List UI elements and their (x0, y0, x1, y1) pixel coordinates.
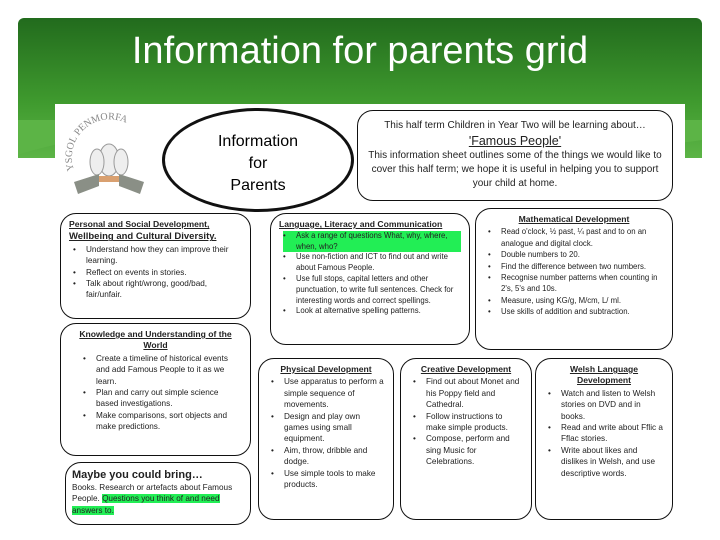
box-title: Physical Development (280, 364, 372, 374)
list-item: • Find the difference between two numbers. (488, 261, 664, 272)
topic-title: 'Famous People' (468, 134, 562, 148)
list-item: • Aim, throw, dribble and dodge. (271, 445, 385, 468)
list-item: • Design and play own games using small equipment. (271, 411, 385, 445)
mathematical-box (475, 208, 673, 350)
list-item: • Talk about right/wrong, good/bad, fair/unfair. (73, 278, 242, 301)
maybe-bring-box (65, 462, 251, 525)
language-literacy-box (270, 213, 470, 345)
list-item: • Plan and carry out simple science based investigations. (83, 387, 242, 410)
box-title: Language, Literacy and Communication (279, 219, 443, 229)
oval-line: Parents (230, 177, 286, 194)
school-logo (64, 110, 154, 195)
box-title: Mathematical Development (518, 214, 630, 224)
list-item: • Use non-fiction and ICT to find out and write about Famous People. (283, 252, 461, 274)
list-item: • Compose, perform and sing Music for Celebrations. (413, 433, 523, 467)
list-item: • Use simple tools to make products. (271, 468, 385, 491)
oval-line: for (248, 155, 268, 172)
list-item: • Recognise number patterns when counting in 2's, 5's and 10s. (488, 272, 664, 295)
list-item: • Read and write about Fflic a Fflac stories. (548, 422, 664, 445)
box-title: Personal and Social Development, (69, 219, 210, 229)
intro-text: This half term Children in Year Two will be learning about… (384, 120, 646, 131)
box-title: Welsh Language Development (569, 364, 639, 386)
list-item: • Follow instructions to make simple products. (413, 411, 523, 434)
list-item: • Look at alternative spelling patterns. (283, 306, 461, 317)
oval-line: Information (217, 133, 299, 150)
slide-title: Information for parents grid (131, 30, 589, 72)
intro-description: This information sheet outlines some of the things we would like to cover this half term; we hope it is useful in helping you to support your child at home. (368, 150, 662, 189)
list-item: • Reflect on events in stories. (73, 267, 242, 278)
list-item: • Understand how they can improve their learning. (73, 244, 242, 267)
svg-text:YSGOL PENMORFA: YSGOL PENMORFA (64, 111, 130, 173)
list-item: • Read o'clock, ½ past, ¼ past and to on an analogue and digital clock. (488, 226, 664, 249)
list-item: • Watch and listen to Welsh stories on DVD and in books. (548, 388, 664, 422)
welsh-language-box (535, 358, 673, 520)
list-item: • Find out about Monet and his Poppy field and Cathedral. (413, 376, 523, 410)
list-item: • Use full stops, capital letters and other punctuation, to write full sentences. Check for interesting words and correct spellings. (283, 274, 461, 306)
list-item: • Use skills of addition and subtraction. (488, 306, 664, 317)
personal-social-box (60, 213, 251, 319)
bring-highlight: Questions you think of and need answers to. (72, 494, 220, 515)
list-item: • Create a timeline of historical events and add Famous People to it as we learn. (83, 353, 242, 387)
list-item: • Make comparisons, sort objects and make predictions. (83, 410, 242, 433)
list-item: • Measure, using KG/g, M/cm, L/ ml. (488, 295, 664, 306)
box-title: Maybe you could bring… (72, 469, 203, 481)
list-item: • Write about likes and dislikes in Welsh, and use descriptive words. (548, 445, 664, 479)
creative-box (400, 358, 532, 520)
knowledge-world-box (60, 323, 251, 456)
intro-box (357, 110, 673, 201)
list-item: • Use apparatus to perform a simple sequence of movements. (271, 376, 385, 410)
box-title: Creative Development (420, 364, 512, 374)
box-title: Knowledge and Understanding of the World (79, 329, 232, 351)
list-item: • Ask a range of questions What, why, where, when, who? (283, 231, 461, 253)
box-title: Wellbeing and Cultural Diversity. (69, 231, 217, 243)
list-item: • Double numbers to 20. (488, 249, 664, 260)
bring-text: Books. Research or artefacts about Famous People. (72, 483, 233, 504)
physical-box (258, 358, 394, 520)
information-for-parents-oval (162, 108, 354, 212)
